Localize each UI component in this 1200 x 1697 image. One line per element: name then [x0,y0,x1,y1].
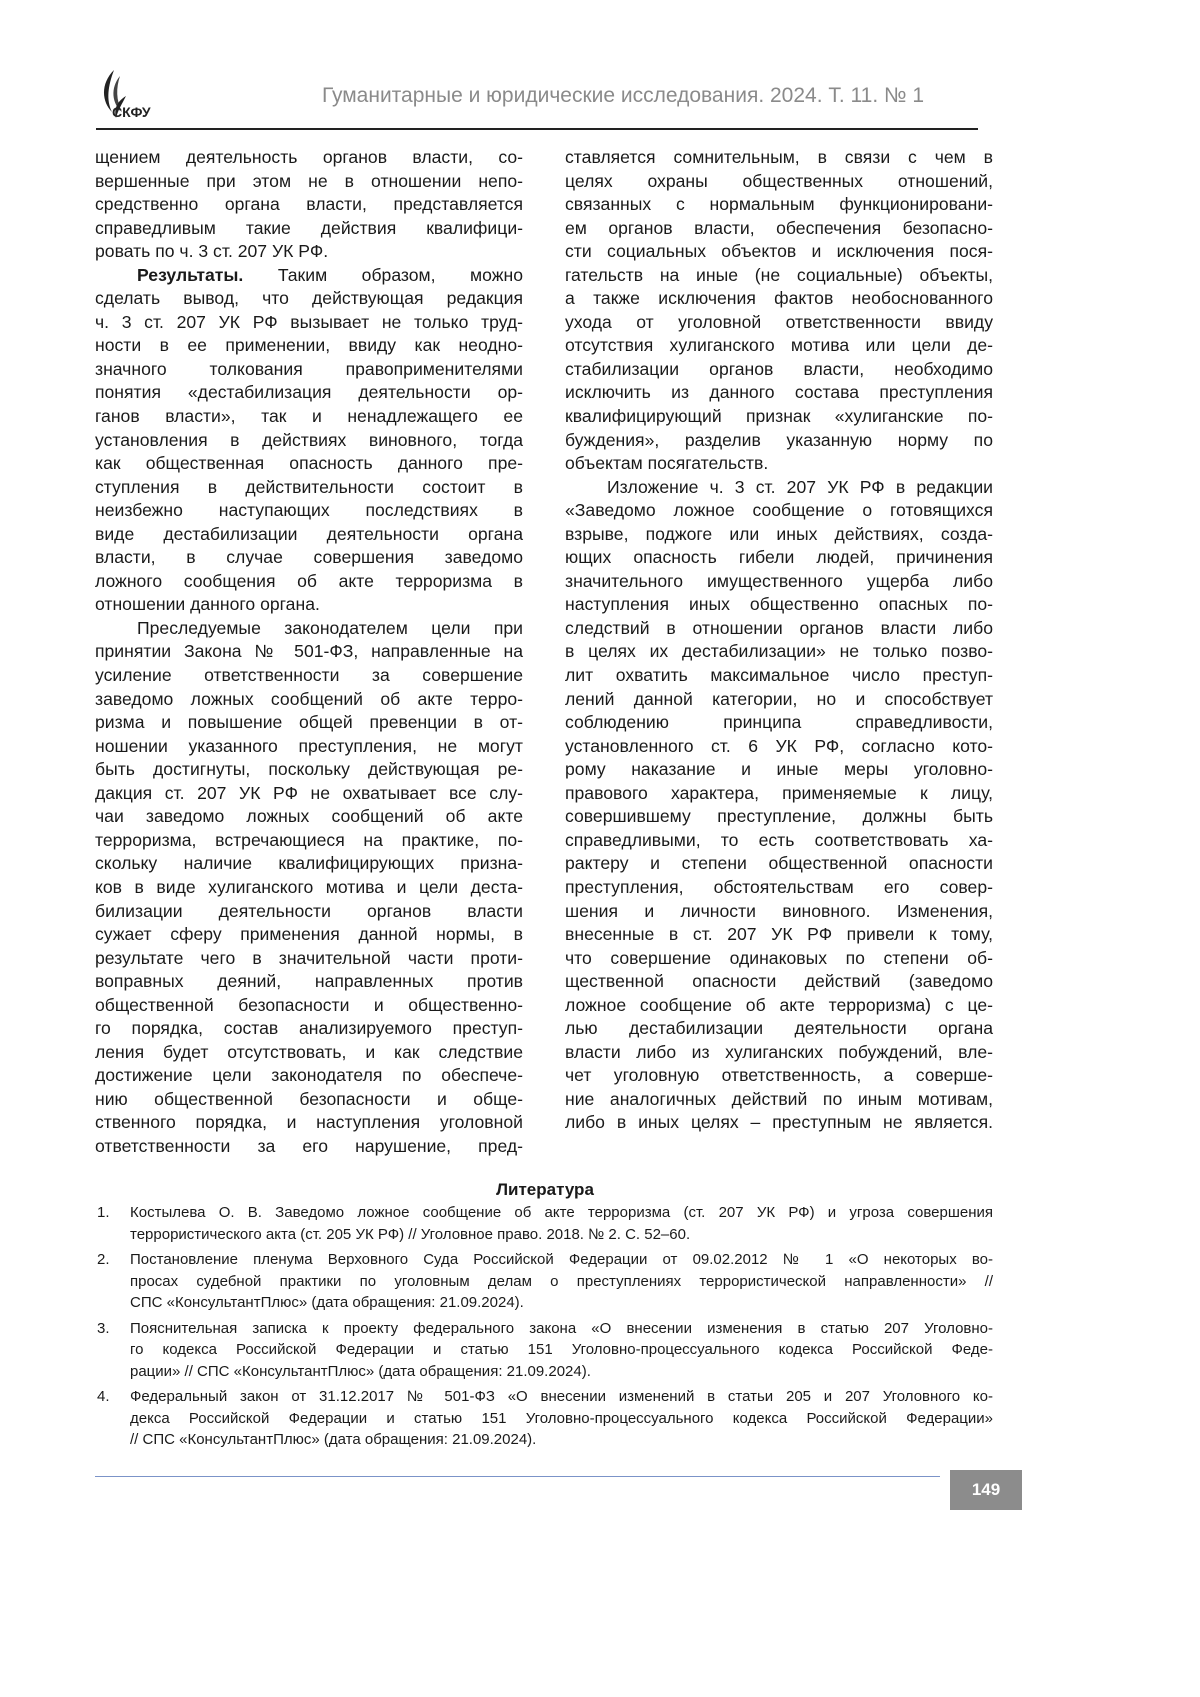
references-list [97,1202,993,1455]
text-line: достижение цели законодателя по обеспече- [95,1064,523,1088]
text-line: ющих опасность гибели людей, причинения [565,546,993,570]
text-line: совершившему преступление, должны быть [565,805,993,829]
text-line: щением деятельность органов власти, со- [95,146,523,170]
text-line: связанных с нормальным функционировани- [565,193,993,217]
text-line: ем органов власти, обеспечения безопасно- [565,217,993,241]
reference-number: 4. [97,1386,110,1408]
left-text-column [95,146,523,1159]
text-line: щественной опасности действий (заведомо [565,970,993,994]
text-line: что совершение одинаковых по степени об- [565,947,993,971]
text-line: ч. 3 ст. 207 УК РФ вызывает не только труд- [95,311,523,335]
text-line: Преследуемые законодателем цели при [95,617,523,641]
text-line: ризма и повышение общей превенции в от- [95,711,523,735]
reference-item [97,1202,993,1245]
text-line: исключить из данного состава преступления [565,381,993,405]
text-line: установленного ст. 6 УК РФ, согласно кото- [565,735,993,759]
text-line: ставляется сомнительным, в связи с чем в [565,146,993,170]
text-line: ровать по ч. 3 ст. 207 УК РФ. [95,240,523,264]
text-line: ступления в действительности состоит в [95,476,523,500]
text-line: либо в иных целях – преступным не является. [565,1111,993,1135]
text-line: в целях их дестабилизации» не только позво- [565,640,993,664]
text-line: отношении данного органа. [95,593,523,617]
section-heading: Результаты. [137,265,243,285]
reference-number: 2. [97,1249,110,1271]
text-line: результате чего в значительной части проти- [95,947,523,971]
text-line: сти социальных объектов и исключения пося- [565,240,993,264]
text-line: «Заведомо ложное сообщение о готовящихся [565,499,993,523]
reference-number: 3. [97,1318,110,1340]
text-line: дакция ст. 207 УК РФ не охватывает все слу- [95,782,523,806]
text-line: ственного порядка, и наступления уголовной [95,1111,523,1135]
text-line: виде дестабилизации деятельности органа [95,523,523,547]
text-line: неизбежно наступающих последствиях в [95,499,523,523]
reference-line: Федеральный закон от 31.12.2017 № 501-ФЗ «О внесении изменений в статьи 205 и 207 Уголовного ко- [130,1386,993,1408]
text-line: шения и личности виновного. Изменения, [565,900,993,924]
text-line: следствий в отношении органов власти либо [565,617,993,641]
reference-line: СПС «КонсультантПлюс» (дата обращения: 21.09.2024). [130,1292,993,1314]
text-line: ления будет отсутствовать, и как следствие [95,1041,523,1065]
text-line: усиление ответственности за совершение [95,664,523,688]
text-line: власти, в случае совершения заведомо [95,546,523,570]
text-line: быть достигнуты, поскольку действующая ре- [95,758,523,782]
text-line: ответственности за его нарушение, пред- [95,1135,523,1159]
text-line: вершенные при этом не в отношении непо- [95,170,523,194]
reference-item [97,1249,993,1314]
reference-line: // СПС «КонсультантПлюс» (дата обращения: 21.09.2024). [130,1429,993,1451]
reference-item [97,1386,993,1451]
text-line: понятия «дестабилизация деятельности ор- [95,381,523,405]
text-line: власти либо из хулиганских побуждений, вле- [565,1041,993,1065]
text-line: преступления, обстоятельствам его совер- [565,876,993,900]
text-line: объектам посягательств. [565,452,993,476]
journal-running-head: Гуманитарные и юридические исследования. 2024. Т. 11. № 1 [322,84,924,108]
text-line: рактеру и степени общественной опасности [565,852,993,876]
reference-line: рации» // СПС «КонсультантПлюс» (дата обращения: 21.09.2024). [130,1361,993,1383]
reference-line: Костылева О. В. Заведомо ложное сообщение об акте терроризма (ст. 207 УК РФ) и угроза совершения [130,1202,993,1224]
reference-number: 1. [97,1202,110,1224]
reference-line: го кодекса Российской Федерации и статью 151 Уголовно-процессуального кодекса Российской Феде- [130,1339,993,1361]
text-line: ности в ее применении, ввиду как неодно- [95,334,523,358]
text-line: го порядка, состав анализируемого преступ- [95,1017,523,1041]
reference-line: просах судебной практики по уголовным делам о преступлениях террористической направленности» // [130,1271,993,1293]
logo-text: СКФУ [112,104,151,120]
text-line: ухода от уголовной ответственности ввиду [565,311,993,335]
text-line: ние аналогичных действий по иным мотивам, [565,1088,993,1112]
text-line: как общественная опасность данного пре- [95,452,523,476]
text-line: принятии Закона № 501-ФЗ, направленные на [95,640,523,664]
text-line: справедливыми, то есть соответствовать ха- [565,829,993,853]
text-line: лит охватить максимальное число преступ- [565,664,993,688]
text-line: рому наказание и иные меры уголовно- [565,758,993,782]
text-line: заведомо ложных сообщений об акте терро- [95,688,523,712]
text-line: нию общественной безопасности и обще- [95,1088,523,1112]
text-line: воправных деяний, направленных против [95,970,523,994]
text-line: буждения», разделив указанную норму по [565,429,993,453]
header-divider [96,128,978,130]
text-run: Таким образом, можно [243,265,523,285]
text-line: гательств на иные (не социальные) объекты, [565,264,993,288]
text-line: чаи заведомо ложных сообщений об акте [95,805,523,829]
text-line: средственно органа власти, представляется [95,193,523,217]
text-line: скольку наличие квалифицирующих призна- [95,852,523,876]
text-line: отсутствия хулиганского мотива или цели де- [565,334,993,358]
text-line [95,264,523,288]
text-line: сделать вывод, что действующая редакция [95,287,523,311]
text-line: лью дестабилизации деятельности органа [565,1017,993,1041]
text-line: стабилизации органов власти, необходимо [565,358,993,382]
reference-line: Постановление пленума Верховного Суда Российской Федерации от 09.02.2012 № 1 «О некоторых во- [130,1249,993,1271]
references-title: Литература [0,1180,1090,1200]
reference-line: декса Российской Федерации и статью 151 Уголовно-процессуального кодекса Российской Федерации» [130,1408,993,1430]
reference-line: Пояснительная записка к проекту федерального закона «О внесении изменения в статью 207 Уголовно- [130,1318,993,1340]
right-text-column [565,146,993,1135]
reference-line: террористического акта (ст. 205 УК РФ) // Уголовное право. 2018. № 2. С. 52–60. [130,1224,993,1246]
text-line: чет уголовную ответственность, а соверше- [565,1064,993,1088]
text-line: значного толкования правоприменителями [95,358,523,382]
text-line: общественной безопасности и общественно- [95,994,523,1018]
text-line: правового характера, применяемые к лицу, [565,782,993,806]
text-line: значительного имущественного ущерба либо [565,570,993,594]
text-line: лений данной категории, но и способствует [565,688,993,712]
text-line: наступления иных общественно опасных по- [565,593,993,617]
text-line: справедливым такие действия квалифици- [95,217,523,241]
reference-item [97,1318,993,1383]
page-number: 149 [950,1470,1022,1510]
text-line: внесенные в ст. 207 УК РФ привели к тому, [565,923,993,947]
text-line: ношении указанного преступления, не могут [95,735,523,759]
text-line: ложное сообщение об акте терроризма) с це- [565,994,993,1018]
text-line: билизации деятельности органов власти [95,900,523,924]
text-line: ков в виде хулиганского мотива и цели деста- [95,876,523,900]
text-line: Изложение ч. 3 ст. 207 УК РФ в редакции [565,476,993,500]
text-line: взрыве, поджоге или иных действиях, созда- [565,523,993,547]
text-line: установления в действиях виновного, тогда [95,429,523,453]
text-line: сужает сферу применения данной нормы, в [95,923,523,947]
text-line: ложного сообщения об акте терроризма в [95,570,523,594]
text-line: терроризма, встречающиеся на практике, по- [95,829,523,853]
footer-divider [95,1476,940,1477]
text-line: соблюдению принципа справедливости, [565,711,993,735]
text-line: а также исключения фактов необоснованного [565,287,993,311]
text-line: квалифицирующий признак «хулиганские по- [565,405,993,429]
text-line: целях охраны общественных отношений, [565,170,993,194]
text-line: ганов власти», так и ненадлежащего ее [95,405,523,429]
